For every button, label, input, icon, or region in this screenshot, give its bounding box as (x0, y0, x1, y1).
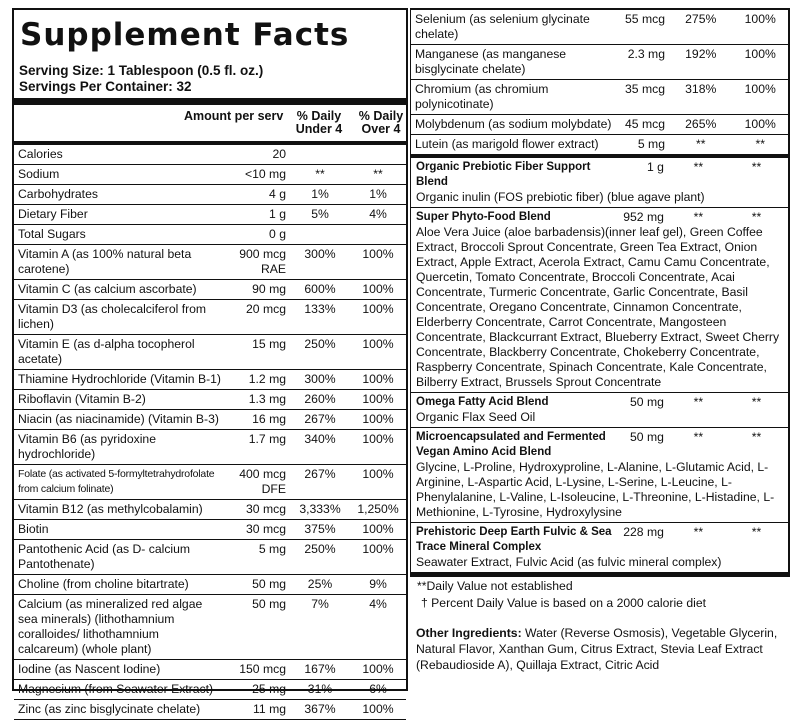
nutrient-row (14, 680, 406, 700)
nutrient-row (14, 465, 406, 500)
dv-under4: ** (693, 210, 704, 224)
nutrient-name: Dietary Fiber (18, 207, 88, 221)
dv-over4: 6% (369, 682, 387, 696)
nutrient-amount: 50 mg (252, 577, 286, 591)
blend-amount: 952 mg (623, 210, 664, 224)
dv-over4: 100% (362, 467, 394, 481)
nutrient-row (14, 335, 406, 370)
dv-under4: 7% (311, 597, 329, 611)
nutrient-row (411, 10, 788, 45)
nutrient-row (14, 145, 406, 165)
nutrient-amount: 5 mg (258, 542, 286, 556)
dv-over4: ** (751, 525, 762, 539)
nutrient-amount: 1.2 mg (248, 372, 286, 386)
dv-under4: 318% (685, 82, 717, 96)
blend-name: Prehistoric Deep Earth Fulvic & Sea Trace Mineral Complex (416, 526, 612, 553)
nutrient-amount: 15 mg (252, 337, 286, 351)
nutrient-row (411, 115, 788, 135)
facts-title: Supplement Facts (20, 17, 350, 53)
nutrient-row (14, 700, 406, 720)
dv-under4: 600% (304, 282, 336, 296)
dv-under4: 375% (304, 522, 336, 536)
nutrient-name: Iodine (as Nascent Iodine) (18, 662, 161, 676)
nutrient-row (14, 225, 406, 245)
dv-under4: 300% (304, 247, 336, 261)
nutrient-name: Calcium (as mineralized red algae sea minerals) (lithothamnium coralloides/ lithothamnium calcareum) (whole plant) (18, 597, 203, 656)
nutrient-amount: 16 mg (252, 412, 286, 426)
nutrient-row (14, 660, 406, 680)
thick-divider (14, 98, 406, 105)
dv-over4 (350, 145, 406, 164)
dv-over4: 100% (362, 372, 394, 386)
dv-over4: 100% (362, 432, 394, 446)
nutrient-row (14, 245, 406, 280)
nutrient-amount: 1 g (269, 207, 286, 221)
nutrient-amount: <10 mg (245, 167, 286, 181)
blend-ingredients: Aloe Vera Juice (aloe barbadensis)(inner leaf gel), Green Coffee Extract, Broccoli Sprout Concentrate, Green Tea Extract, Onion Extract, Apple Extract, Acerola Extract, Camu Camu Concentrate, Quercetin, Tomato Concentrate, Broccoli Concentrate, Acai Concentrate, Turmeric Concentrate, Garlic Concentrate, Basil Concentrate, Oregano Concentrate, Cinnamon Concentrate, Elderberry Concentrate, Carrot Concentrate, Mangosteen Concentrate, Blackcurrant Extract, Blueberry Extract, Sweet Cherry Concentrate, Blackberry Concentrate, Chokeberry Concentrate, Raspberry Concentrate, Spinach Concentrate, Kale Concentrate, Bilberry Extract, Brussels Sprout Concentrate (416, 225, 780, 389)
blend-block (411, 158, 788, 208)
nutrient-name: Vitamin B6 (as pyridoxine hydrochloride) (18, 432, 156, 461)
nutrient-row (14, 205, 406, 225)
blend-block (411, 393, 788, 428)
blend-name: Super Phyto-Food Blend (416, 211, 551, 223)
serving-size: Serving Size: 1 Tablespoon (0.5 fl. oz.) (19, 63, 264, 78)
dv-under4-header: % Daily Under 4 (295, 109, 343, 136)
dv-over4: 100% (362, 542, 394, 556)
nutrient-row (14, 500, 406, 520)
blend-amount: 228 mg (623, 525, 664, 539)
dv-over4: 100% (362, 302, 394, 316)
nutrient-amount: 1.3 mg (248, 392, 286, 406)
nutrient-amount: 0 g (269, 227, 286, 241)
dv-over4: ** (373, 167, 383, 181)
dv-under4: ** (693, 395, 704, 409)
dv-over4: 100% (362, 702, 394, 716)
dv-over4: 4% (369, 597, 387, 611)
blend-block (411, 428, 788, 523)
nutrient-name: Calories (18, 147, 63, 161)
nutrient-amount: 30 mcg (246, 522, 286, 536)
dv-under4: 25% (307, 577, 333, 591)
nutrient-name: Choline (from choline bitartrate) (18, 577, 189, 591)
dv-under4: 275% (685, 12, 717, 26)
dv-under4: 250% (304, 542, 336, 556)
other-ingredients (416, 625, 792, 673)
nutrient-row (411, 80, 788, 115)
dv-under4: 192% (685, 47, 717, 61)
nutrient-row (14, 540, 406, 575)
column-header (14, 105, 406, 145)
blend-ingredients: Organic Flax Seed Oil (416, 410, 536, 424)
nutrient-row (411, 135, 788, 158)
nutrient-name: Sodium (18, 167, 60, 181)
nutrient-name: Total Sugars (18, 227, 86, 241)
nutrient-amount: 90 mg (252, 282, 286, 296)
blend-block (411, 523, 788, 576)
dv-under4: ** (693, 525, 704, 539)
dv-over4: 100% (362, 412, 394, 426)
nutrient-amount: 25 mg (252, 682, 286, 696)
dv-under4: 167% (304, 662, 336, 676)
dv-over4: 100% (744, 82, 776, 96)
nutrient-name: Carbohydrates (18, 187, 98, 201)
nutrient-row (14, 575, 406, 595)
dv-under4: 1% (311, 187, 329, 201)
dv-over4: 9% (369, 577, 387, 591)
dv-under4: 133% (304, 302, 336, 316)
nutrient-name: Magnesium (from Seawater Extract) (18, 682, 214, 696)
nutrient-amount: 11 mg (253, 702, 286, 716)
dv-under4: 3,333% (299, 502, 341, 516)
nutrient-row (14, 280, 406, 300)
dv-under4: ** (695, 137, 706, 151)
blend-amount: 50 mg (630, 430, 664, 444)
nutrient-amount: 4 g (269, 187, 286, 201)
blend-amount: 50 mg (630, 395, 664, 409)
dv-over4: ** (751, 160, 762, 174)
nutrient-amount: 35 mcg (625, 82, 665, 96)
nutrient-amount: 30 mcg (246, 502, 286, 516)
nutrient-amount: 2.3 mg (627, 47, 665, 61)
nutrient-amount: 20 (272, 147, 286, 161)
dv-under4: ** (693, 160, 704, 174)
nutrient-name: Vitamin C (as calcium ascorbate) (18, 282, 197, 296)
nutrient-name: Vitamin E (as d-alpha tocopherol acetate) (18, 337, 195, 366)
dv-over4: 100% (362, 392, 394, 406)
nutrient-name: Lutein (as marigold flower extract) (415, 137, 599, 151)
blend-ingredients: Glycine, L-Proline, Hydroxyproline, L-Alanine, L-Glutamic Acid, L-Arginine, L-Aspartic Acid, L-Lysine, L-Serine, L-Leucine, L-Phenylalanine, L-Valine, L-Isoleucine, L-Threonine, L-Histadine, L-Methionine, L-Tyrosine, Hydroxylysine (416, 460, 775, 519)
dv-over4: 100% (362, 247, 394, 261)
supplement-facts-left-panel (12, 8, 408, 716)
dv-over4: ** (751, 395, 762, 409)
dv-over4: 100% (744, 47, 776, 61)
nutrient-row (14, 165, 406, 185)
dv-under4: 340% (304, 432, 336, 446)
blend-ingredients: Organic inulin (FOS prebiotic fiber) (blue agave plant) (416, 190, 705, 204)
dv-over4-header: % Daily Over 4 (358, 109, 404, 136)
blend-name: Organic Prebiotic Fiber Support Blend (416, 161, 591, 188)
nutrient-amount: 45 mcg (625, 117, 665, 131)
dv-over4: 4% (369, 207, 387, 221)
dv-under4: ** (693, 430, 704, 444)
dv-under4: 267% (304, 467, 336, 481)
nutrient-row (14, 370, 406, 390)
nutrient-name: Vitamin D3 (as cholecalciferol from lichen) (18, 302, 207, 331)
dv-over4: ** (751, 210, 762, 224)
servings-per-container: Servings Per Container: 32 (19, 79, 192, 94)
nutrient-row (411, 45, 788, 80)
dv-under4: 260% (304, 392, 336, 406)
nutrient-name: Thiamine Hydrochloride (Vitamin B-1) (18, 372, 221, 386)
nutrient-amount: 400 mcg DFE (239, 467, 286, 496)
nutrient-name: Vitamin A (as 100% natural beta carotene) (18, 247, 192, 276)
nutrient-amount: 1.7 mg (248, 432, 286, 446)
other-ingredients-label: Other Ingredients: (416, 626, 522, 640)
supplement-facts-right-panel (410, 8, 790, 610)
dv-under4 (290, 145, 350, 164)
dv-over4 (350, 225, 406, 244)
dv-over4: 1% (369, 187, 387, 201)
dv-over4: ** (751, 430, 762, 444)
dv-under4: 367% (304, 702, 336, 716)
dv-over4: 100% (744, 12, 776, 26)
blend-name: Omega Fatty Acid Blend (416, 396, 549, 408)
nutrient-list-right (411, 10, 788, 158)
dv-over4: 100% (362, 282, 394, 296)
nutrient-amount: 50 mg (252, 597, 286, 611)
footnote-percent-dv: † Percent Daily Value is based on a 2000 calorie diet (421, 596, 707, 610)
dv-under4: 300% (304, 372, 336, 386)
blend-name: Microencapsulated and Fermented Vegan Amino Acid Blend (416, 431, 606, 458)
nutrient-name: Pantothenic Acid (as D- calcium Pantothenate) (18, 542, 191, 571)
nutrient-row (14, 185, 406, 205)
nutrient-amount: 5 mg (637, 137, 665, 151)
dv-over4: 100% (362, 522, 394, 536)
nutrient-name: Folate (as activated 5-formyltetrahydrofolate from calcium folinate) (18, 468, 215, 495)
other-ingredients-text: Water (Reverse Osmosis), Vegetable Glycerin, Natural Flavor, Xanthan Gum, Citrus Extract, Stevia Leaf Extract (Rebaudioside A), Quillaja Extract, Citric Acid (416, 626, 778, 672)
dv-over4: 1,250% (357, 502, 399, 516)
nutrient-name: Vitamin B12 (as methylcobalamin) (18, 502, 203, 516)
dv-over4: 100% (744, 117, 776, 131)
dv-under4: 250% (304, 337, 336, 351)
nutrient-amount: 150 mcg (239, 662, 286, 676)
nutrient-amount: 55 mcg (625, 12, 665, 26)
dv-over4: 100% (362, 662, 394, 676)
dv-under4: 267% (304, 412, 336, 426)
nutrient-name: Niacin (as niacinamide) (Vitamin B-3) (18, 412, 219, 426)
nutrient-name: Chromium (as chromium polynicotinate) (415, 82, 549, 111)
blend-list (411, 158, 788, 576)
nutrient-amount: 900 mcg RAE (239, 247, 286, 276)
nutrient-name: Zinc (as zinc bisglycinate chelate) (18, 702, 201, 716)
footnote-dv-not-established: **Daily Value not established (417, 579, 573, 593)
amount-header: Amount per serv (184, 109, 284, 123)
nutrient-row (14, 595, 406, 660)
nutrient-name: Biotin (18, 522, 49, 536)
nutrient-row (14, 300, 406, 335)
nutrient-row (14, 430, 406, 465)
dv-under4 (290, 225, 350, 244)
dv-under4: 31% (307, 682, 333, 696)
blend-block (411, 208, 788, 393)
nutrient-name: Selenium (as selenium glycinate chelate) (415, 12, 590, 41)
blend-amount: 1 g (646, 160, 664, 174)
dv-over4: 100% (362, 337, 394, 351)
nutrient-row (14, 520, 406, 540)
nutrient-list-left (14, 145, 406, 720)
nutrient-amount: 20 mcg (246, 302, 286, 316)
dv-under4: ** (315, 167, 325, 181)
nutrient-name: Riboflavin (Vitamin B-2) (18, 392, 146, 406)
dv-under4: 5% (311, 207, 329, 221)
dv-under4: 265% (685, 117, 717, 131)
nutrient-name: Molybdenum (as sodium molybdate) (415, 117, 612, 131)
footnotes (411, 576, 788, 614)
nutrient-row (14, 410, 406, 430)
blend-ingredients: Seawater Extract, Fulvic Acid (as fulvic mineral complex) (416, 555, 722, 569)
dv-over4: ** (755, 137, 765, 151)
nutrient-name: Manganese (as manganese bisglycinate chelate) (415, 47, 567, 76)
nutrient-row (14, 390, 406, 410)
